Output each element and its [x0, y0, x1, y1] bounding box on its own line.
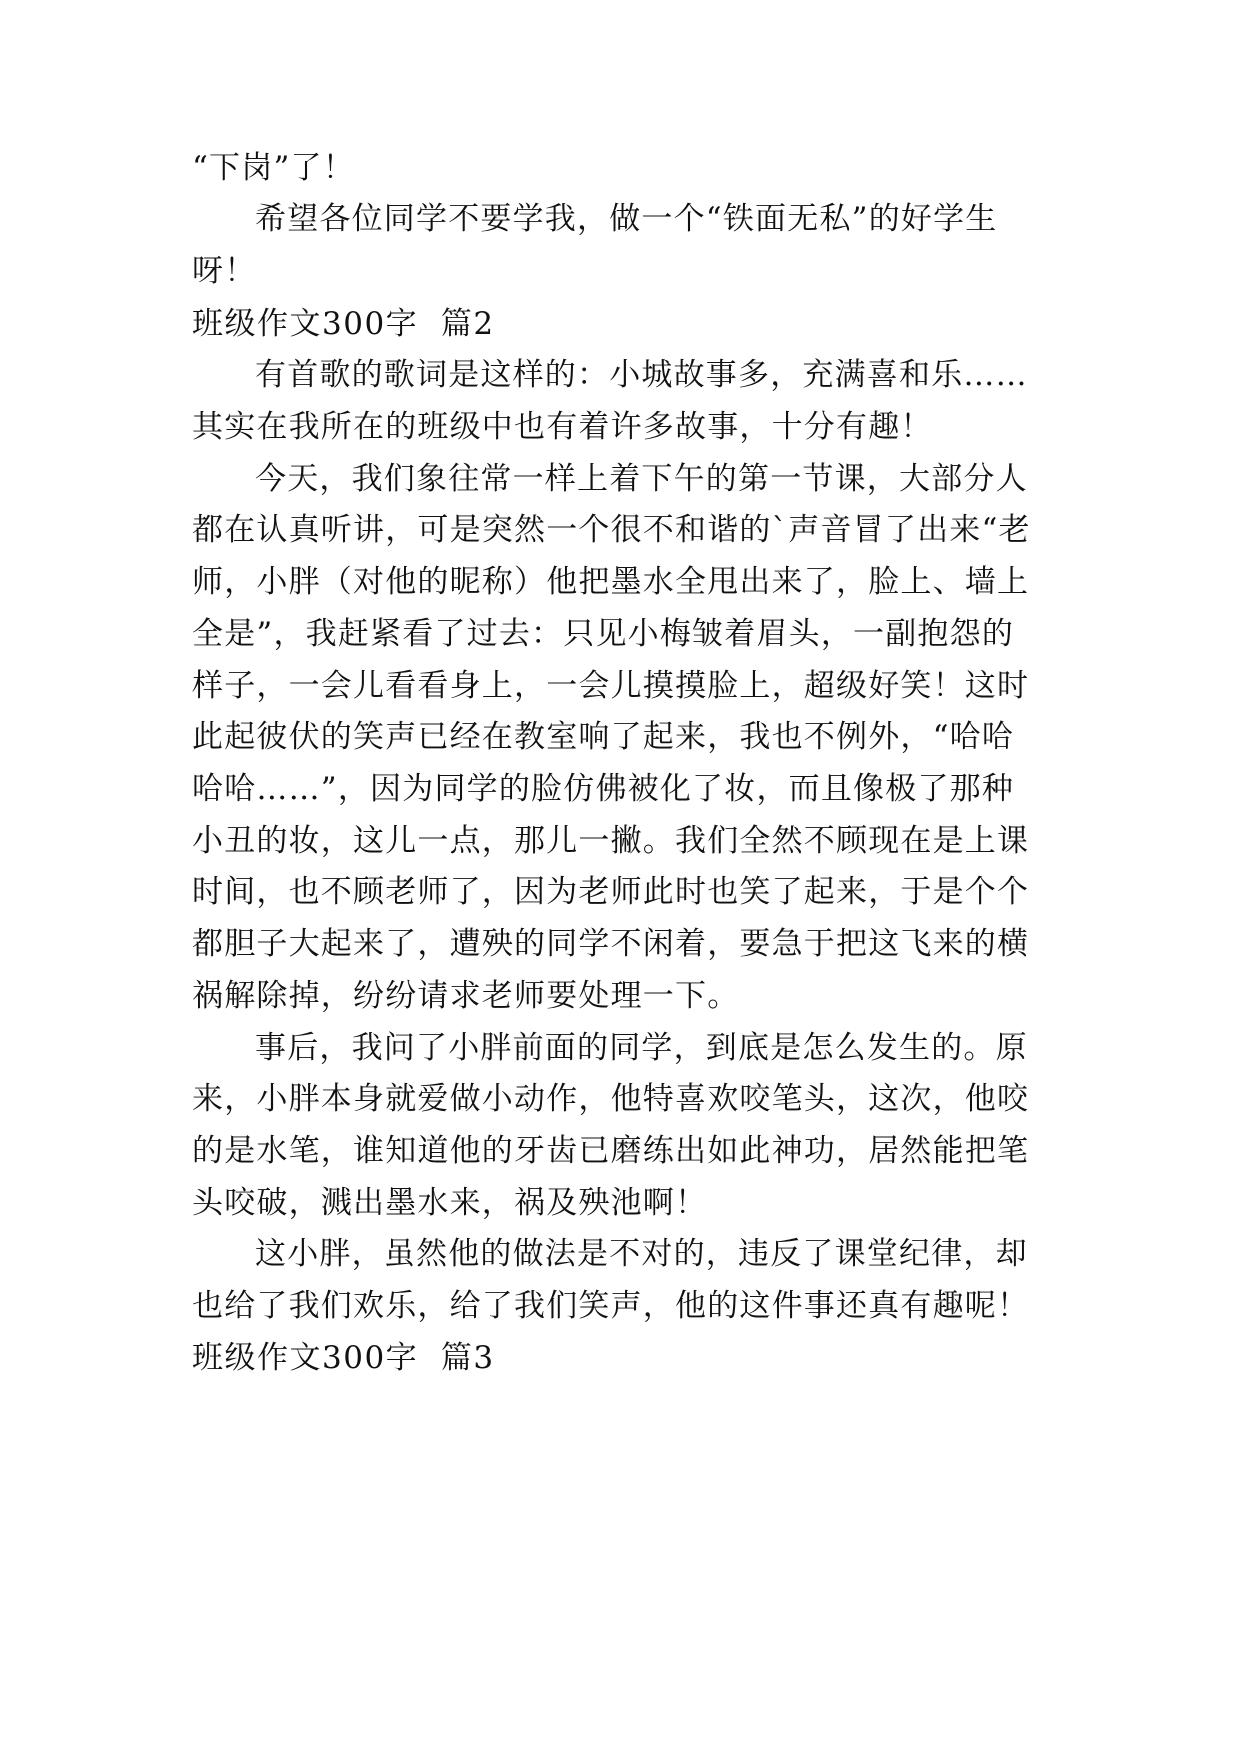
section-2-paragraph-2-line-1: 今天，我们象往常一样上着下午的第一节课，大部分人: [255, 461, 1028, 497]
section-2-paragraph-2-line-6: 此起彼伏的笑声已经在教室响了起来，我也不例外，“哈哈: [192, 719, 1015, 755]
intro-line-1: “下岗”了！: [192, 150, 355, 186]
section-2-paragraph-2-line-11: 祸解除掉，纷纷请求老师要处理一下。: [192, 978, 740, 1014]
intro-line-2: 希望各位同学不要学我，做一个“铁面无私”的好学生: [255, 201, 998, 237]
section-2-paragraph-2-line-4: 全是”，我赶紧看了过去：只见小梅皱着眉头，一副抱怨的: [192, 616, 1015, 652]
section-2-paragraph-3-line-3: 的是水笔，谁知道他的牙齿已磨练出如此神功，居然能把笔: [192, 1133, 1030, 1169]
section-2-paragraph-2-line-2: 都在认真听讲，可是突然一个很不和谐的`声音冒了出来“老: [192, 512, 1031, 548]
section-3-heading: 班级作文300字 篇3: [192, 1340, 495, 1376]
section-2-paragraph-1-line-2: 其实在我所在的班级中也有着许多故事，十分有趣！: [192, 409, 933, 445]
section-2-paragraph-2-line-3: 师，小胖（对他的昵称）他把墨水全甩出来了，脸上、墙上: [192, 564, 1030, 600]
intro-line-3: 呀！: [192, 253, 257, 289]
section-2-paragraph-1-line-1: 有首歌的歌词是这样的：小城故事多，充满喜和乐……: [255, 357, 1028, 393]
section-2-paragraph-2-line-10: 都胆子大起来了，遭殃的同学不闲着，要急于把这飞来的横: [192, 926, 1030, 962]
section-2-paragraph-3-line-2: 来，小胖本身就爱做小动作，他特喜欢咬笔头，这次，他咬: [192, 1081, 1030, 1117]
section-2-paragraph-2-line-9: 时间，也不顾老师了，因为老师此时也笑了起来，于是个个: [192, 874, 1030, 910]
section-2-paragraph-4-line-2: 也给了我们欢乐，给了我们笑声，他的这件事还真有趣呢！: [192, 1288, 1030, 1324]
section-2-heading: 班级作文300字 篇2: [192, 306, 495, 342]
section-2-paragraph-2-line-5: 样子，一会儿看看身上，一会儿摸摸脸上，超级好笑！这时: [192, 668, 1030, 704]
section-2-paragraph-2-line-8: 小丑的妆，这儿一点，那儿一撇。我们全然不顾现在是上课: [192, 823, 1030, 859]
section-2-paragraph-3-line-1: 事后，我问了小胖前面的同学，到底是怎么发生的。原: [255, 1030, 1028, 1066]
section-2-paragraph-3-line-4: 头咬破，溅出墨水来，祸及殃池啊！: [192, 1185, 708, 1221]
section-2-paragraph-4-line-1: 这小胖，虽然他的做法是不对的，违反了课堂纪律，却: [255, 1236, 1028, 1272]
section-2-paragraph-2-line-7: 哈哈……”，因为同学的脸仿佛被化了妆，而且像极了那种: [192, 771, 1015, 807]
